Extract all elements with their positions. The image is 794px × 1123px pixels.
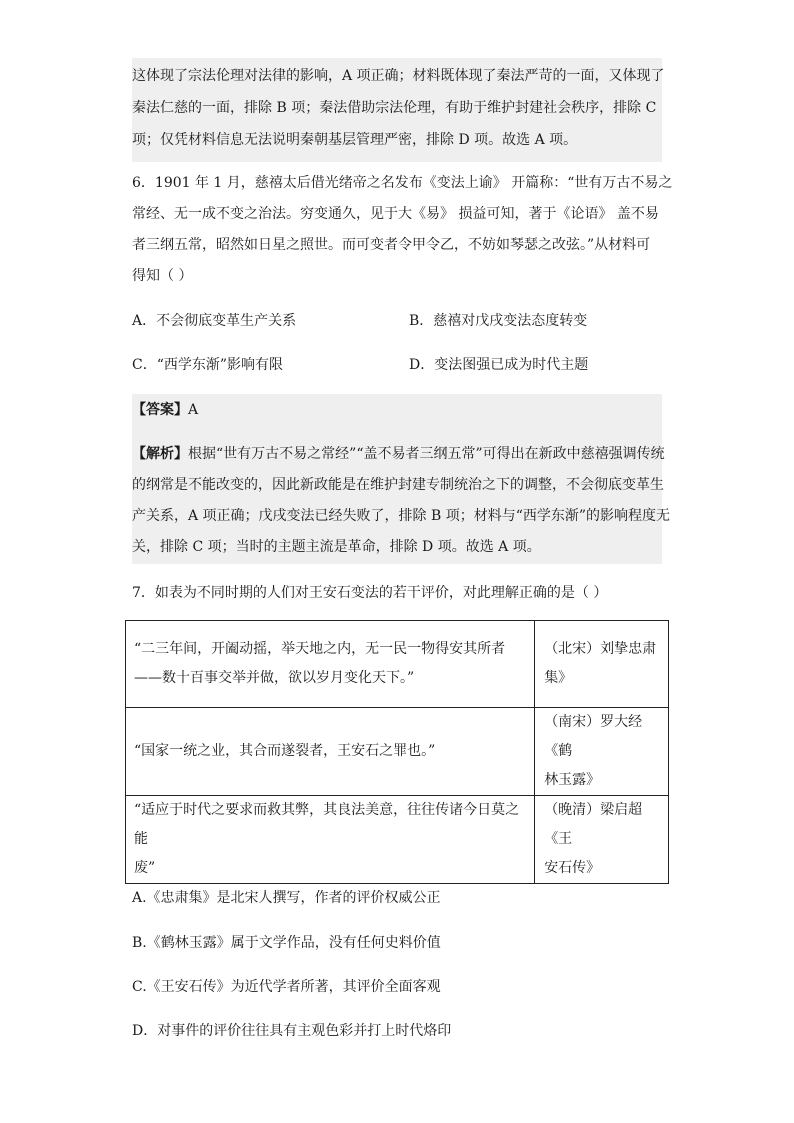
source-line: （南宋）罗大经《鹤 <box>544 714 643 759</box>
source-line: （北宋）刘挚忠肃 <box>544 641 657 657</box>
quote-line: “适应于时代之要求而救其弊，其良法美意，往往传诸今日莫之能 <box>134 802 520 847</box>
q7-option-d: D．对事件的评价往往具有主观色彩并打上时代烙印 <box>132 1023 452 1039</box>
q6-stem <box>132 173 673 293</box>
q5-analysis-block <box>132 58 665 162</box>
quote-cell <box>126 796 535 884</box>
q6-stem-line: 常经、无一成不变之治法。穷变通久，见于大《易》 损益可知，著于《论语》 盖不易 <box>132 206 659 222</box>
q6-analysis-line: 产关系，A 项正确；戊戌变法已经失败了，排除 B 项；材料与“西学东渐”的影响程度无 <box>132 508 671 524</box>
q5-analysis-line: 这体现了宗法伦理对法律的影响，A 项正确；材料既体现了秦法严苛的一面，又体现了 <box>132 68 665 84</box>
q7-stem: 7．如表为不同时期的人们对王安石变法的若干评价，对此理解正确的是（ ） <box>132 585 608 601</box>
q6-answer-block <box>132 394 671 564</box>
q6-stem-line: 得知（ ） <box>132 268 193 284</box>
q5-analysis-line: 项；仅凭材料信息无法说明秦朝基层管理严密，排除 D 项。故选 A 项。 <box>132 132 578 148</box>
analysis-label: 【解析】 <box>132 446 188 462</box>
analysis-text: 根据“世有万古不易之常经”“盖不易者三纲五常”可得出在新政中慈禧强调传统 <box>188 446 665 462</box>
source-cell <box>535 708 669 796</box>
q6-option-a: A．不会彻底变革生产关系 <box>132 313 297 329</box>
q6-option-d: D．变法图强已成为时代主题 <box>409 357 589 373</box>
q6-answer <box>132 400 198 420</box>
source-line: 集》 <box>544 670 573 686</box>
source-cell <box>535 796 669 884</box>
quote-cell <box>126 621 535 708</box>
q6-analysis-line: 的纲常是不能改变的，因此新政能是在维护封建专制统治之下的调整，不会彻底变革生 <box>132 477 664 493</box>
q5-analysis-line: 秦法仁慈的一面，排除 B 项；秦法借助宗法伦理，有助于维护封建社会秩序，排除 C <box>132 100 657 116</box>
table-row <box>126 621 669 708</box>
q7-option-c: C.《王安石传》为近代学者所著，其评价全面客观 <box>132 979 441 995</box>
q6-stem-line: 者三纲五常，昭然如日星之照世。而可变者令甲令乙，不妨如琴瑟之改弦。”从材料可 <box>132 237 651 253</box>
answer-label: 【答案】 <box>132 402 188 418</box>
source-line: 林玉露》 <box>544 772 601 788</box>
source-cell <box>535 621 669 708</box>
q6-option-c: C．“西学东渐”影响有限 <box>132 357 284 373</box>
q7-option-b: B.《鹤林玉露》属于文学作品，没有任何史料价值 <box>132 935 441 951</box>
quote-line: “二三年间，开阖动摇，举天地之内，无一民一物得安其所者 <box>134 641 506 657</box>
q6-analysis-line: 关，排除 C 项；当时的主题主流是革命，排除 D 项。故选 A 项。 <box>132 539 541 555</box>
q6-option-b: B．慈禧对戊戌变法态度转变 <box>409 313 588 329</box>
table-row <box>126 796 669 884</box>
source-line: 安石传》 <box>544 860 601 876</box>
quote-line: “国家一统之业，其合而遂裂者，王安石之罪也。” <box>134 743 436 759</box>
quote-line: 废” <box>134 860 156 876</box>
quote-cell <box>126 708 535 796</box>
q6-analysis-line <box>132 444 665 464</box>
q7-option-a: A.《忠肃集》是北宋人撰写，作者的评价权威公正 <box>132 890 441 906</box>
answer-value: A <box>188 402 199 418</box>
evaluation-table <box>125 620 669 884</box>
table-row <box>126 708 669 796</box>
q6-stem-line: 6．1901 年 1 月，慈禧太后借光绪帝之名发布《变法上谕》 开篇称：“世有万古不易之 <box>132 175 673 191</box>
quote-line: ——数十百事交举并做，欲以岁月变化天下。” <box>134 670 415 686</box>
source-line: （晚清）梁启超《王 <box>544 802 643 847</box>
